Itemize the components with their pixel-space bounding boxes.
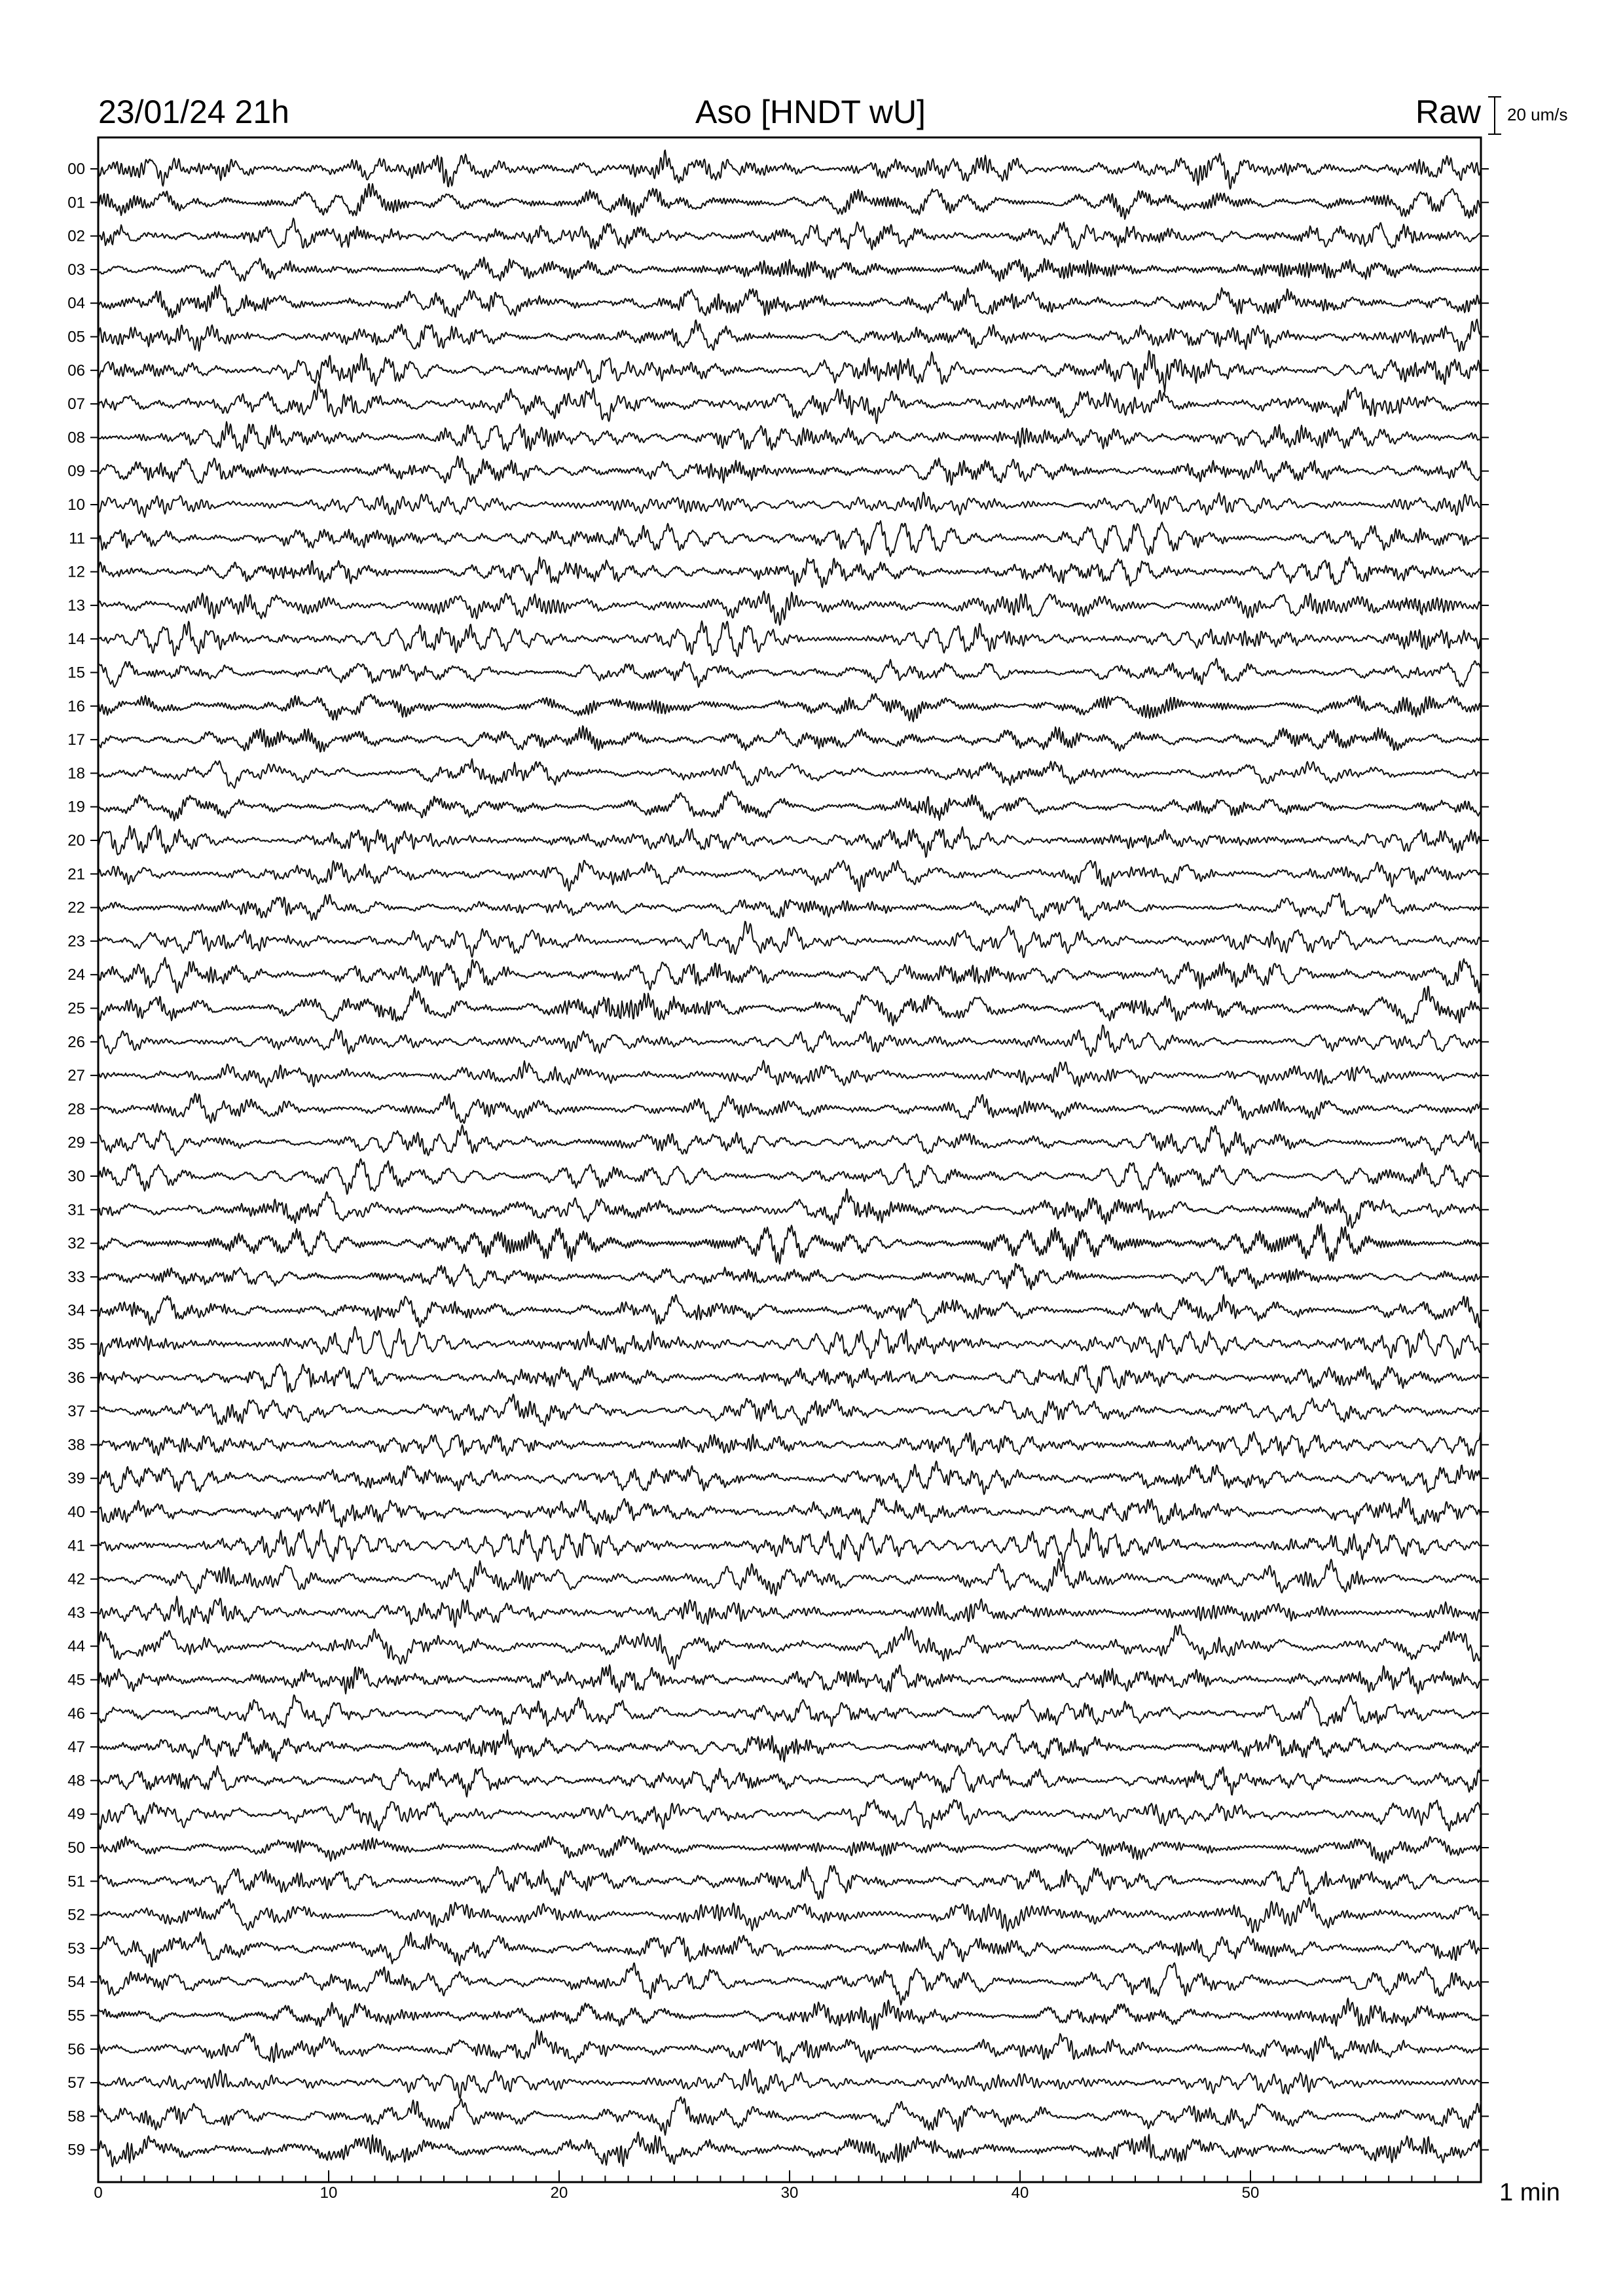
trace-line <box>98 2097 1481 2135</box>
trace-line <box>98 1800 1481 1831</box>
row-label: 56 <box>67 2040 85 2058</box>
trace-line <box>98 621 1481 656</box>
row-labels <box>67 160 85 2159</box>
amplitude-scale-bar <box>1488 97 1501 134</box>
trace-line <box>98 1998 1481 2030</box>
trace-line <box>98 319 1481 351</box>
row-label: 25 <box>67 999 85 1018</box>
trace-line <box>98 658 1481 687</box>
x-tick-label: 20 <box>550 2184 568 2202</box>
trace-line <box>98 893 1481 921</box>
x-tick-label: 40 <box>1011 2184 1029 2202</box>
row-label: 44 <box>67 1638 85 1656</box>
trace-line <box>98 1025 1481 1056</box>
trace-line <box>98 1897 1481 1932</box>
datetime-label: 23/01/24 21h <box>98 94 289 130</box>
row-label: 33 <box>67 1268 85 1286</box>
trace-line <box>98 759 1481 789</box>
row-label: 29 <box>67 1134 85 1152</box>
row-label: 02 <box>67 227 85 245</box>
trace-line <box>98 1159 1481 1194</box>
row-label: 12 <box>67 563 85 581</box>
x-tick-label: 50 <box>1241 2184 1260 2202</box>
trace-line <box>98 1094 1481 1123</box>
trace-line <box>98 1498 1481 1527</box>
row-label: 51 <box>67 1873 85 1891</box>
row-label: 50 <box>67 1839 85 1857</box>
row-label: 01 <box>67 194 85 212</box>
row-label: 49 <box>67 1805 85 1823</box>
trace-line <box>98 1462 1481 1495</box>
x-tick-label: 30 <box>780 2184 799 2202</box>
trace-line <box>98 381 1481 423</box>
trace-line <box>98 1295 1481 1327</box>
row-label: 10 <box>67 496 85 514</box>
row-label: 46 <box>67 1704 85 1723</box>
trace-line <box>98 1189 1481 1228</box>
row-label: 03 <box>67 260 85 279</box>
row-label: 23 <box>67 932 85 950</box>
trace-line <box>98 150 1481 188</box>
trace-line <box>98 521 1481 556</box>
row-label: 43 <box>67 1604 85 1622</box>
trace-line <box>98 791 1481 821</box>
row-label: 55 <box>67 2007 85 2025</box>
trace-line <box>98 591 1481 625</box>
trace-line <box>98 726 1481 752</box>
trace-line <box>98 1665 1481 1694</box>
trace-line <box>98 1695 1481 1728</box>
trace-line <box>98 1528 1481 1563</box>
trace-line <box>98 1765 1481 1797</box>
row-label: 34 <box>67 1302 85 1320</box>
row-label: 57 <box>67 2074 85 2092</box>
row-label: 21 <box>67 865 85 884</box>
row-label: 07 <box>67 395 85 414</box>
row-label: 52 <box>67 1906 85 1924</box>
row-label: 05 <box>67 328 85 346</box>
trace-line <box>98 557 1481 588</box>
row-label: 42 <box>67 1570 85 1588</box>
trace-line <box>98 257 1481 281</box>
trace-line <box>98 1327 1481 1358</box>
row-label: 28 <box>67 1100 85 1119</box>
trace-line <box>98 1596 1481 1627</box>
trace-line <box>98 1625 1481 1670</box>
trace-line <box>98 1836 1481 1863</box>
row-label: 04 <box>67 295 85 313</box>
row-label: 19 <box>67 798 85 816</box>
row-label: 22 <box>67 899 85 917</box>
row-label: 31 <box>67 1201 85 1219</box>
row-label: 36 <box>67 1369 85 1387</box>
row-label: 14 <box>67 630 85 649</box>
row-label: 24 <box>67 966 85 984</box>
x-tick-label: 10 <box>319 2184 338 2202</box>
trace-line <box>98 285 1481 317</box>
row-label: 40 <box>67 1503 85 1521</box>
trace-line <box>98 861 1481 891</box>
row-label: 59 <box>67 2141 85 2159</box>
trace-line <box>98 1430 1481 1458</box>
trace-line <box>98 1394 1481 1426</box>
trace-line <box>98 694 1481 722</box>
trace-line <box>98 2132 1481 2167</box>
row-label: 06 <box>67 361 85 380</box>
trace-line <box>98 922 1481 958</box>
row-label: 27 <box>67 1067 85 1085</box>
x-tick-label: 0 <box>94 2184 103 2202</box>
row-label: 37 <box>67 1403 85 1421</box>
row-label: 16 <box>67 697 85 715</box>
row-label: 53 <box>67 1939 85 1958</box>
trace-line <box>98 492 1481 517</box>
row-label: 20 <box>67 832 85 850</box>
plot-frame <box>98 137 1481 2182</box>
row-label: 45 <box>67 1671 85 1689</box>
row-label: 30 <box>67 1168 85 1185</box>
row-label: 35 <box>67 1335 85 1354</box>
row-label: 47 <box>67 1738 85 1757</box>
row-label: 08 <box>67 429 85 447</box>
row-label: 38 <box>67 1436 85 1454</box>
row-label: 18 <box>67 764 85 783</box>
trace-line <box>98 1963 1481 2005</box>
row-label: 41 <box>67 1537 85 1555</box>
scale-label: 20 um/s <box>1507 105 1568 124</box>
x-axis <box>94 2170 1481 2202</box>
mode-label: Raw <box>1415 94 1481 130</box>
trace-line <box>98 825 1481 857</box>
row-label: 32 <box>67 1234 85 1253</box>
trace-line <box>98 184 1481 219</box>
duration-label: 1 min <box>1499 2179 1560 2206</box>
traces <box>98 150 1481 2166</box>
trace-line <box>98 1730 1481 1762</box>
trace-line <box>98 1224 1481 1264</box>
trace-line <box>98 1060 1481 1087</box>
row-label: 15 <box>67 664 85 682</box>
trace-line <box>98 1264 1481 1290</box>
row-label: 00 <box>67 160 85 178</box>
trace-line <box>98 456 1481 485</box>
trace-line <box>98 958 1481 993</box>
row-label: 17 <box>67 731 85 749</box>
row-label: 26 <box>67 1033 85 1051</box>
row-label: 11 <box>69 529 85 548</box>
trace-line <box>98 1932 1481 1967</box>
trace-line <box>98 422 1481 451</box>
row-label: 13 <box>67 596 85 615</box>
station-title: Aso [HNDT wU] <box>695 94 926 130</box>
trace-line <box>98 1866 1481 1899</box>
row-label: 48 <box>67 1772 85 1790</box>
row-label: 39 <box>67 1469 85 1488</box>
row-label: 54 <box>67 1973 85 1992</box>
row-label: 58 <box>67 2108 85 2126</box>
trace-line <box>98 1559 1481 1596</box>
trace-line <box>98 351 1481 392</box>
trace-line <box>98 2070 1481 2098</box>
trace-line <box>98 986 1481 1026</box>
trace-line <box>98 1125 1481 1156</box>
row-label: 09 <box>67 462 85 480</box>
trace-line <box>98 218 1481 249</box>
trace-line <box>98 2030 1481 2063</box>
trace-line <box>98 1364 1481 1393</box>
